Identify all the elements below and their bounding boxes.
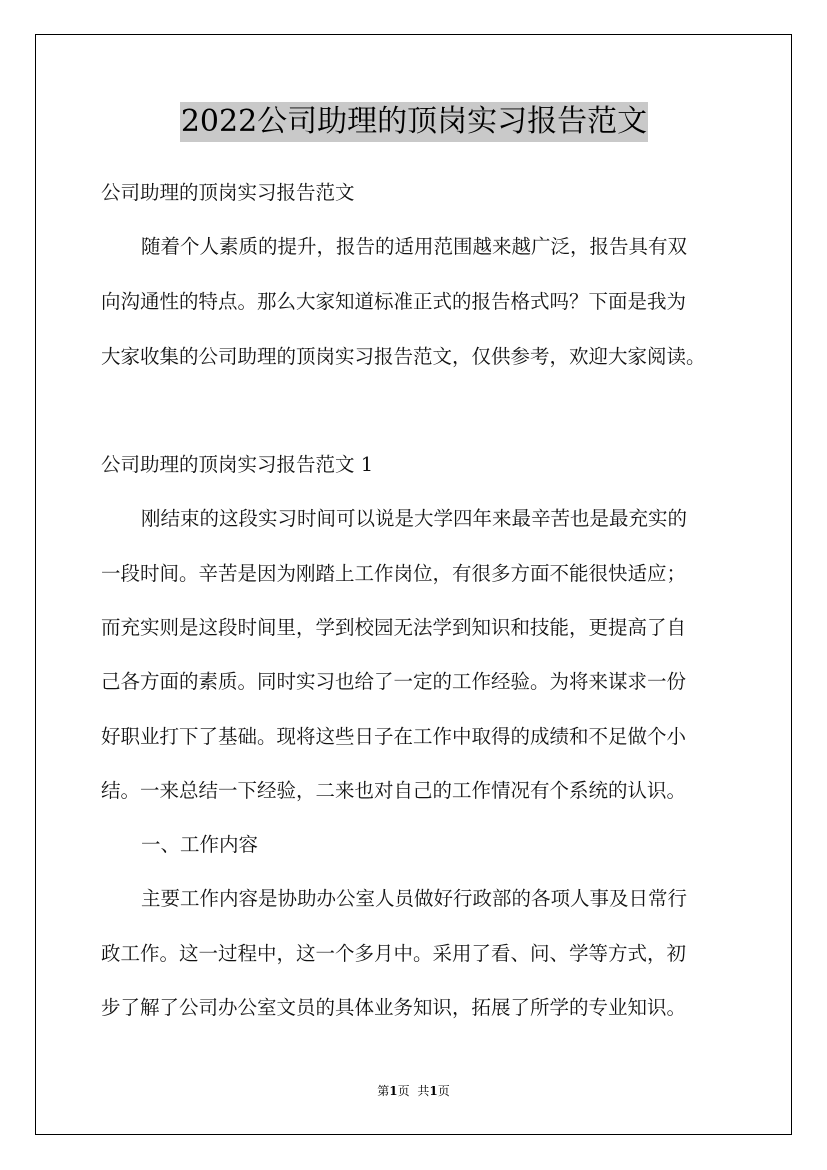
page-number-prefix: 第 (377, 1084, 390, 1098)
body-line: 主要工作内容是协助办公室人员做好行政部的各项人事及日常行 (141, 887, 688, 910)
intro-line: 大家收集的公司助理的顶岗实习报告范文，仅供参考，欢迎大家阅读。 (101, 345, 706, 368)
document-subtitle: 公司助理的顶岗实习报告范文 (101, 181, 355, 204)
intro-line: 向沟通性的特点。那么大家知道标准正式的报告格式吗？下面是我为 (101, 290, 687, 313)
total-pages: 1 (429, 1084, 438, 1098)
body-line: 一段时间。辛苦是因为刚踏上工作岗位，有很多方面不能很快适应； (101, 562, 687, 585)
page-footer (0, 1083, 827, 1099)
body-line: 好职业打下了基础。现将这些日子在工作中取得的成绩和不足做个小 (101, 725, 687, 748)
body-line: 步了解了公司办公室文员的具体业务知识，拓展了所学的专业知识。 (101, 996, 687, 1019)
intro-line: 随着个人素质的提升，报告的适用范围越来越广泛，报告具有双 (141, 235, 688, 258)
body-line: 而充实则是这段时间里，学到校园无法学到知识和技能，更提高了自 (101, 616, 687, 639)
body-line: 己各方面的素质。同时实习也给了一定的工作经验。为将来谋求一份 (101, 670, 687, 693)
total-pages-prefix: 共 (417, 1084, 430, 1098)
part-heading: 一、工作内容 (141, 833, 259, 856)
page-number: 1 (389, 1084, 398, 1098)
body-line: 政工作。这一过程中，这一个多月中。采用了看、问、学等方式，初 (101, 942, 687, 965)
page-number-suffix: 页 (397, 1084, 410, 1098)
body-line: 刚结束的这段实习时间可以说是大学四年来最辛苦也是最充实的 (141, 507, 688, 530)
body-line: 结。一来总结一下经验，二来也对自己的工作情况有个系统的认识。 (101, 779, 687, 802)
total-pages-suffix: 页 (437, 1084, 450, 1098)
section-heading: 公司助理的顶岗实习报告范文 1 (101, 453, 374, 476)
document-title: 2022公司助理的顶岗实习报告范文 (180, 102, 648, 142)
